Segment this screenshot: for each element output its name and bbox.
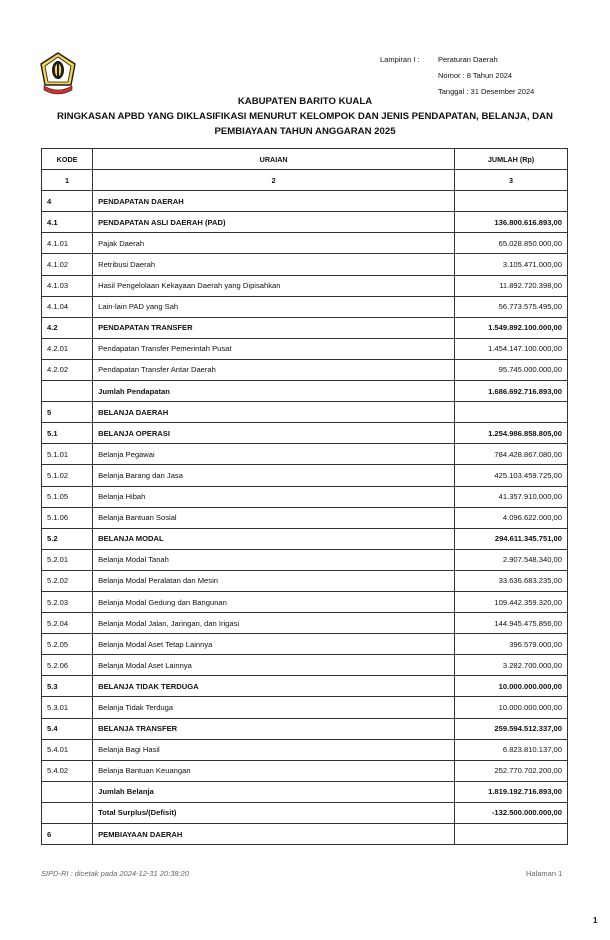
row-jumlah: 65.028.850.000,00 [455,233,568,254]
table-row [42,275,568,296]
row-uraian: Belanja Modal Peralatan dan Mesin [93,570,455,591]
row-jumlah: 784.428.867.080,00 [455,444,568,465]
row-uraian: Pendapatan Transfer Pemerintah Pusat [93,338,455,359]
table-row [42,465,568,486]
column-number-3: 3 [455,170,568,191]
row-jumlah [455,824,568,845]
row-jumlah: 425.103.459.725,00 [455,465,568,486]
row-jumlah: 252.770.702.200,00 [455,760,568,781]
table-header-row [42,149,568,170]
lampiran-label: Lampiran I : [380,55,420,64]
table-row [42,254,568,275]
row-kode: 4.1 [42,212,93,233]
row-kode: 5.2.02 [42,570,93,591]
row-jumlah: 95.745.000.000,00 [455,359,568,380]
column-number-2: 2 [93,170,455,191]
column-number-1: 1 [42,170,93,191]
row-kode [42,802,93,823]
lampiran-value: Peraturan Daerah [438,55,498,64]
row-jumlah: -132.500.000.000,00 [455,802,568,823]
row-uraian: Belanja Modal Aset Lainnya [93,655,455,676]
row-uraian: Belanja Pegawai [93,444,455,465]
row-kode: 4.1.02 [42,254,93,275]
row-kode: 4.1.01 [42,233,93,254]
row-kode: 5.4 [42,718,93,739]
table-row [42,296,568,317]
row-jumlah: 10.000.000.000,00 [455,697,568,718]
row-kode: 4.2.02 [42,359,93,380]
page-label: Halaman 1 [526,869,563,878]
table-row [42,613,568,634]
row-uraian: Belanja Bantuan Keuangan [93,760,455,781]
row-uraian: Jumlah Pendapatan [93,381,455,402]
row-kode: 5.2.05 [42,634,93,655]
title-line-3: PEMBIAYAAN TAHUN ANGGARAN 2025 [214,126,396,137]
row-jumlah [455,402,568,423]
row-kode: 4 [42,191,93,212]
row-jumlah: 259.594.512.337,00 [455,718,568,739]
row-uraian: Belanja Bagi Hasil [93,739,455,760]
row-uraian: PENDAPATAN ASLI DAERAH (PAD) [93,212,455,233]
row-uraian: Belanja Modal Tanah [93,549,455,570]
row-kode: 5.2.01 [42,549,93,570]
row-kode: 4.2 [42,317,93,338]
table-row [42,655,568,676]
row-kode: 5.1 [42,423,93,444]
row-uraian: Belanja Modal Gedung dan Bangunan [93,591,455,612]
table-row [42,718,568,739]
row-jumlah [455,191,568,212]
table-row [42,739,568,760]
row-kode: 5.2.06 [42,655,93,676]
row-kode [42,781,93,802]
table-row [42,444,568,465]
table-row [42,212,568,233]
row-kode: 5.2.03 [42,591,93,612]
row-jumlah: 1.686.692.716.893,00 [455,381,568,402]
row-jumlah: 10.000.000.000,00 [455,676,568,697]
print-timestamp: SIPD-RI : dicetak pada 2024-12-31 20:38:20 [41,869,190,878]
header-jumlah: JUMLAH (Rp) [455,149,568,170]
page-number: 1 [593,916,598,925]
row-jumlah: 1.254.986.858.805,00 [455,423,568,444]
table-row [42,570,568,591]
table-row [42,591,568,612]
row-uraian: Hasil Pengelolaan Kekayaan Daerah yang Dipisahkan [93,275,455,296]
row-jumlah: 3.105.471.000,00 [455,254,568,275]
header-kode: KODE [42,149,93,170]
table-row [42,359,568,380]
row-uraian: PENDAPATAN TRANSFER [93,317,455,338]
table-row [42,634,568,655]
row-kode: 4.1.04 [42,296,93,317]
table-row [42,549,568,570]
row-uraian: BELANJA TIDAK TERDUGA [93,676,455,697]
title-line-2: RINGKASAN APBD YANG DIKLASIFIKASI MENURUT KELOMPOK DAN JENIS PENDAPATAN, BELANJA, DAN [57,111,553,122]
row-uraian: Jumlah Belanja [93,781,455,802]
row-uraian: Belanja Tidak Terduga [93,697,455,718]
row-uraian: Belanja Modal Jalan, Jaringan, dan Irigasi [93,613,455,634]
apbd-summary-table [41,148,568,845]
table-row [42,802,568,823]
table-row [42,507,568,528]
row-jumlah: 41.357.910.000,00 [455,486,568,507]
row-uraian: Pajak Daerah [93,233,455,254]
table-row [42,781,568,802]
column-number-row [42,170,568,191]
row-uraian: BELANJA MODAL [93,528,455,549]
row-jumlah: 1.549.892.100.000,00 [455,317,568,338]
header-uraian: URAIAN [93,149,455,170]
row-jumlah: 1.454.147.100.000,00 [455,338,568,359]
row-jumlah: 2.907.548.340,00 [455,549,568,570]
table-row [42,338,568,359]
row-jumlah: 136.800.616.893,00 [455,212,568,233]
row-uraian: BELANJA DAERAH [93,402,455,423]
row-kode: 5.1.02 [42,465,93,486]
row-uraian: PEMBIAYAAN DAERAH [93,824,455,845]
kabupaten-emblem-icon [40,52,76,98]
row-kode: 5.1.01 [42,444,93,465]
row-jumlah: 4.096.622.000,00 [455,507,568,528]
table-body [42,191,568,845]
row-kode: 5 [42,402,93,423]
row-kode: 5.1.05 [42,486,93,507]
row-jumlah: 33.636.683.235,00 [455,570,568,591]
row-jumlah: 109.442.359.320,00 [455,591,568,612]
row-uraian: Belanja Barang dan Jasa [93,465,455,486]
row-jumlah: 144.945.475.856,00 [455,613,568,634]
table-row [42,381,568,402]
tanggal-text: Tanggal : 31 Desember 2024 [438,87,535,96]
row-kode: 4.2.01 [42,338,93,359]
row-kode: 5.4.02 [42,760,93,781]
row-uraian: Lain-lain PAD yang Sah [93,296,455,317]
document-meta [380,52,534,100]
document-title [0,94,610,139]
title-line-1: KABUPATEN BARITO KUALA [237,96,373,107]
row-uraian: Retribusi Daerah [93,254,455,275]
row-kode: 5.2.04 [42,613,93,634]
table-row [42,697,568,718]
row-uraian: Belanja Bantuan Sosial [93,507,455,528]
row-kode: 5.4.01 [42,739,93,760]
table-row [42,528,568,549]
table-row [42,676,568,697]
row-kode: 5.2 [42,528,93,549]
nomor-text: Nomor : 8 Tahun 2024 [438,71,513,80]
row-uraian: Belanja Hibah [93,486,455,507]
row-uraian: Pendapatan Transfer Antar Daerah [93,359,455,380]
row-uraian: PENDAPATAN DAERAH [93,191,455,212]
row-uraian: BELANJA OPERASI [93,423,455,444]
row-kode: 5.3 [42,676,93,697]
table-row [42,317,568,338]
table-row [42,824,568,845]
table-row [42,486,568,507]
row-uraian: Total Surplus/(Defisit) [93,802,455,823]
row-uraian: Belanja Modal Aset Tetap Lainnya [93,634,455,655]
table-row [42,233,568,254]
table-row [42,402,568,423]
table-row [42,423,568,444]
table-row [42,760,568,781]
row-uraian: BELANJA TRANSFER [93,718,455,739]
row-kode: 4.1.03 [42,275,93,296]
row-kode [42,381,93,402]
table-row [42,191,568,212]
row-kode: 6 [42,824,93,845]
row-jumlah: 1.819.192.716.893,00 [455,781,568,802]
row-kode: 5.1.06 [42,507,93,528]
row-jumlah: 6.823.810.137,00 [455,739,568,760]
row-jumlah: 396.579.000,00 [455,634,568,655]
row-jumlah: 11.892.720.398,00 [455,275,568,296]
row-kode: 5.3.01 [42,697,93,718]
row-jumlah: 56.773.575.495,00 [455,296,568,317]
row-jumlah: 294.611.345.751,00 [455,528,568,549]
row-jumlah: 3.282.700.000,00 [455,655,568,676]
